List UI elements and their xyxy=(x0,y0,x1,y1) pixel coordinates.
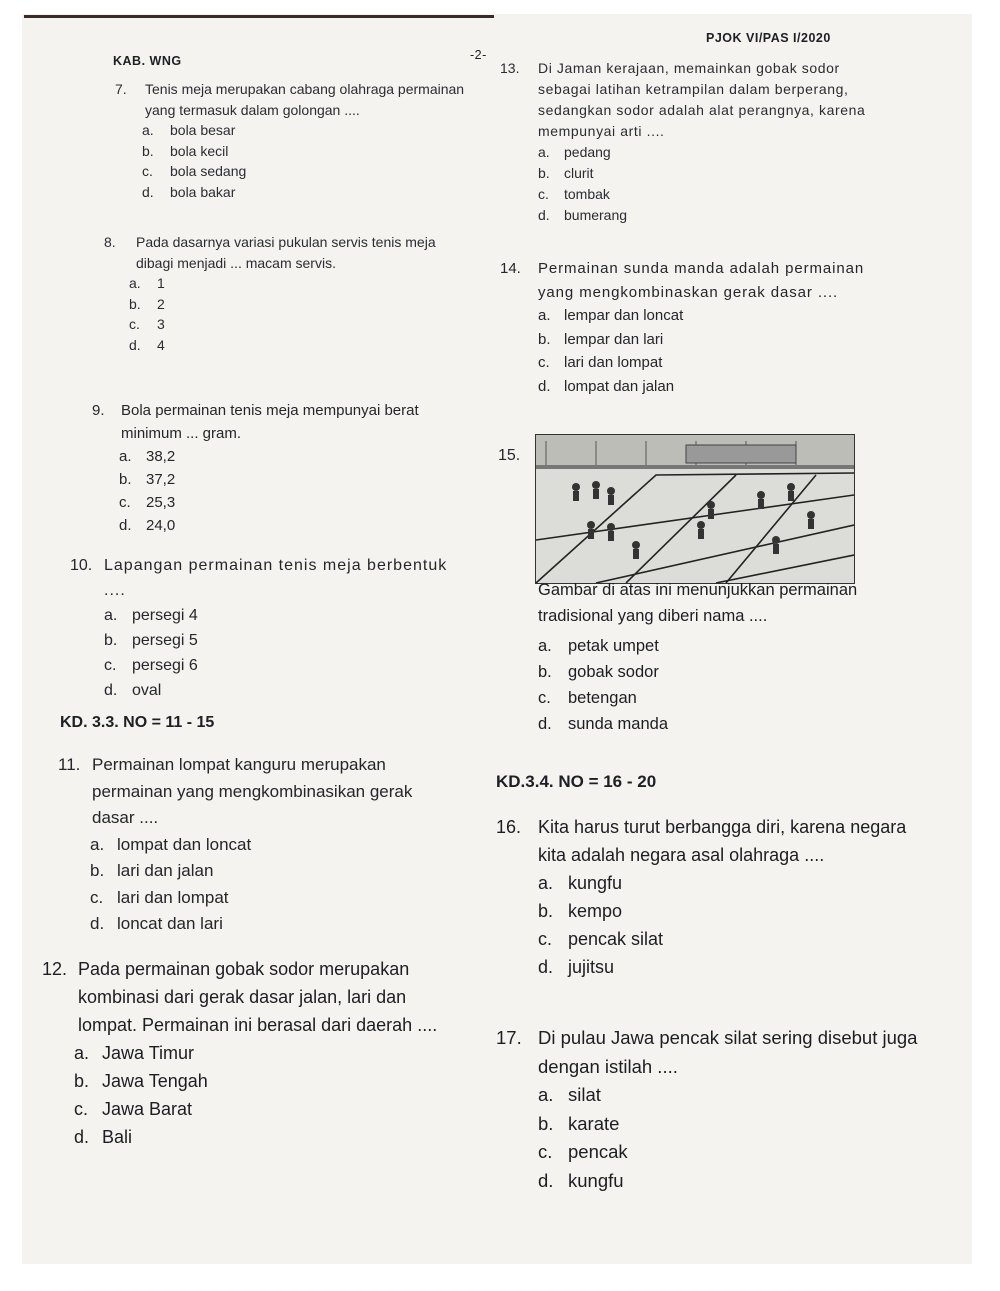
option-d[interactable]: d. Bali xyxy=(74,1127,133,1147)
option-a[interactable]: a. 38,2 xyxy=(119,448,176,465)
gobak-sodor-illustration xyxy=(535,434,855,584)
option-a[interactable]: a. kungfu xyxy=(538,873,623,893)
question-13 xyxy=(500,58,870,226)
header-school: KAB. WNG xyxy=(113,54,182,68)
question-text: Tenis meja merupakan cabang olahraga permainan yang termasuk dalam golongan .... xyxy=(145,81,465,118)
option-a[interactable]: a. pedang xyxy=(538,144,611,160)
option-b[interactable]: b. lempar dan lari xyxy=(538,330,664,348)
question-8 xyxy=(104,232,466,355)
option-c[interactable]: c. 3 xyxy=(129,316,165,332)
question-number: 11. xyxy=(58,755,81,774)
option-b[interactable]: b. lari dan jalan xyxy=(90,861,214,880)
question-number: 9. xyxy=(92,402,105,419)
option-d[interactable]: d. jujitsu xyxy=(538,957,615,977)
question-number: 13. xyxy=(500,60,520,76)
option-b[interactable]: b. gobak sodor xyxy=(538,663,659,681)
option-c[interactable]: c. lari dan lompat xyxy=(90,887,229,907)
question-number: 8. xyxy=(104,234,116,250)
option-d[interactable]: d. kungfu xyxy=(538,1169,624,1191)
option-b[interactable]: b. Jawa Tengah xyxy=(74,1071,208,1091)
option-a[interactable]: a. bola besar xyxy=(142,122,236,138)
question-text: Pada dasarnya variasi pukulan servis tenis meja dibagi menjadi ... macam servis. xyxy=(136,234,436,271)
question-11 xyxy=(58,752,458,938)
question-15-number: 15. xyxy=(498,447,521,464)
option-d[interactable]: d. bola bakar xyxy=(142,183,236,200)
question-12 xyxy=(42,955,462,1151)
question-text: Gambar di atas ini menunjukkan permainan tradisional yang diberi nama .... xyxy=(538,581,858,625)
question-text: Di Jaman kerajaan, memainkan gobak sodor sebagai latihan ketrampilan dalam berperang, sedangkan sodor adalah alat perangnya, karena mempunyai arti .... xyxy=(538,60,866,139)
option-d[interactable]: d. loncat dan lari xyxy=(90,914,223,933)
question-text: Permainan sunda manda adalah permainan yang mengkombinaskan gerak dasar .... xyxy=(538,260,865,301)
header-subject: PJOK VI/PAS I/2020 xyxy=(706,31,831,45)
option-a[interactable]: a. lompat dan loncat xyxy=(90,834,252,854)
top-rule xyxy=(24,15,494,18)
question-number: 12. xyxy=(42,959,68,979)
option-a[interactable]: a. petak umpet xyxy=(538,637,659,655)
question-14 xyxy=(500,257,885,398)
option-b[interactable]: b. bola kecil xyxy=(142,142,229,159)
option-c[interactable]: c. bola sedang xyxy=(142,163,247,179)
option-a[interactable]: a. lempar dan loncat xyxy=(538,307,684,324)
section-heading-kd-3-3: KD. 3.3. NO = 11 - 15 xyxy=(60,714,215,731)
question-text: Di pulau Jawa pencak silat sering disebut juga dengan istilah .... xyxy=(538,1027,918,1077)
option-c[interactable]: c. pencak xyxy=(538,1141,628,1162)
option-c[interactable]: c. pencak silat xyxy=(538,929,664,949)
option-b[interactable]: b. 2 xyxy=(129,295,165,312)
option-c[interactable]: c. 25,3 xyxy=(119,494,176,511)
question-number: 17. xyxy=(496,1027,522,1048)
option-a[interactable]: a. Jawa Timur xyxy=(74,1043,195,1063)
field-drawing-icon xyxy=(536,435,854,583)
option-c[interactable]: c. tombak xyxy=(538,186,610,202)
question-16 xyxy=(496,813,921,981)
option-d[interactable]: d. lompat dan jalan xyxy=(538,377,675,395)
option-d[interactable]: d. 24,0 xyxy=(119,517,176,534)
question-text: Pada permainan gobak sodor merupakan kombinasi dari gerak dasar jalan, lari dan lompat. Permainan ini berasal dari daerah .... xyxy=(78,959,438,1035)
option-c[interactable]: c. Jawa Barat xyxy=(74,1099,193,1119)
option-b[interactable]: b. persegi 5 xyxy=(104,632,198,649)
question-text: Permainan lompat kanguru merupakan permainan yang mengkombinasikan gerak dasar .... xyxy=(92,755,413,827)
question-number: 10. xyxy=(70,557,93,574)
option-b[interactable]: b. 37,2 xyxy=(119,471,176,488)
section-heading-kd-3-4: KD.3.4. NO = 16 - 20 xyxy=(496,772,657,791)
option-a[interactable]: a. persegi 4 xyxy=(104,607,198,624)
option-c[interactable]: c. lari dan lompat xyxy=(538,354,663,371)
option-d[interactable]: d. oval xyxy=(104,682,162,699)
option-c[interactable]: c. betengan xyxy=(538,689,637,707)
option-d[interactable]: d. 4 xyxy=(129,336,165,353)
question-number: 16. xyxy=(496,817,522,837)
option-b[interactable]: b. karate xyxy=(538,1112,620,1134)
option-d[interactable]: d. bumerang xyxy=(538,207,628,223)
question-text: Kita harus turut berbangga diri, karena negara kita adalah negara asal olahraga .... xyxy=(538,817,907,865)
question-17 xyxy=(496,1024,926,1195)
question-15 xyxy=(538,577,903,737)
question-text: Lapangan permainan tenis meja berbentuk .... xyxy=(104,557,448,599)
option-d[interactable]: d. sunda manda xyxy=(538,715,668,733)
option-b[interactable]: b. kempo xyxy=(538,901,623,921)
option-b[interactable]: b. clurit xyxy=(538,165,594,181)
option-a[interactable]: a. silat xyxy=(538,1084,601,1105)
question-text: Bola permainan tenis meja mempunyai berat minimum ... gram. xyxy=(121,402,419,442)
page-number: -2- xyxy=(470,48,487,62)
question-9 xyxy=(92,399,462,537)
option-c[interactable]: c. persegi 6 xyxy=(104,657,198,674)
question-number: 14. xyxy=(500,260,521,277)
question-number: 7. xyxy=(115,81,127,97)
question-7 xyxy=(115,79,465,202)
option-a[interactable]: a. 1 xyxy=(129,275,165,291)
question-10 xyxy=(70,553,462,703)
